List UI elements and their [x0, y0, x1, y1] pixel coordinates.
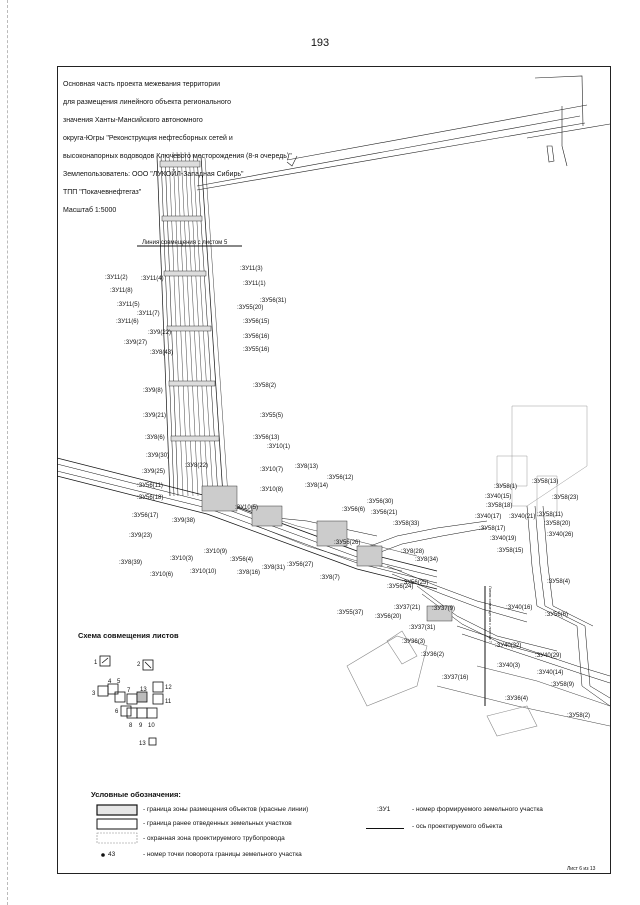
parcel-label: :ЗУ56(11): [137, 483, 163, 489]
parcel-label: :ЗУ11(2): [105, 275, 128, 281]
parcel-label: :ЗУ56(20): [375, 614, 402, 620]
parcel-label: :ЗУ11(8): [110, 288, 133, 294]
match-line-sheet-5-label: Линия совмещения с листом 5: [142, 240, 228, 246]
scheme-sheet-9: [137, 708, 147, 718]
parcel-label: :ЗУ56(15): [243, 319, 270, 325]
vertical-pipeline-corridor: [157, 152, 228, 496]
binding-margin-line: [7, 0, 8, 905]
legend-item: - номер формируемого земельного участка: [412, 806, 543, 813]
parcel-label: :ЗУ58(9): [551, 682, 575, 688]
parcel-label: :ЗУ10(3): [170, 556, 194, 562]
scheme-sheet-6: [121, 706, 131, 716]
parcel-label: :ЗУ8(39): [119, 560, 143, 566]
parcel-label: :ЗУ58(2): [567, 713, 591, 719]
parcel-label: :ЗУ56(17): [132, 513, 159, 519]
legend-item: - номер точки поворота границы земельного участка: [143, 851, 302, 858]
sheet-counter: Лист 6 из 13: [567, 866, 596, 872]
legend-title: Условные обозначения:: [91, 790, 181, 799]
scheme-number: 11: [165, 699, 172, 705]
scheme-sheet-12: [153, 682, 163, 692]
parcel-label: :ЗУ37(21): [394, 605, 421, 611]
parcel-label: :ЗУ37(31): [409, 625, 436, 631]
parcel-label: :ЗУ56(12): [327, 475, 354, 481]
title-line: Землепользователь: ООО "ЛУКОЙЛ-Западная Сибирь": [63, 171, 244, 178]
scheme-sheet-7: [127, 694, 137, 704]
turning-point-icon: [101, 853, 105, 857]
parcel-label: :ЗУ11(6): [116, 319, 139, 325]
parcel-label: :ЗУ8(6): [145, 435, 165, 441]
title-line: ТПП "Покачевнефтегаз": [63, 189, 142, 196]
parcel-label: :ЗУ40(14): [537, 670, 564, 676]
parcel-label: :ЗУ8(13): [295, 464, 319, 470]
parcel-label: :ЗУ56(25): [402, 580, 429, 586]
legend-item: - охранная зона проектируемого трубопровода: [143, 835, 285, 842]
sheet-scheme-title: Схема совмещения листов: [78, 631, 179, 640]
parcel-label: :ЗУ56(16): [243, 334, 270, 340]
parcel-label: :ЗУ10(1): [267, 444, 291, 450]
parcel-label: :ЗУ40(17): [475, 514, 502, 520]
scheme-number: 4: [108, 679, 112, 685]
legend-item: - ось проектируемого объекта: [412, 823, 503, 830]
parcel-label: :ЗУ10(9): [204, 549, 228, 555]
scheme-number: 10: [148, 723, 155, 729]
parcel-label: :ЗУ11(4): [141, 276, 164, 282]
legend-point-example: 43: [108, 851, 116, 858]
parcel-label: :ЗУ8(22): [185, 463, 209, 469]
title-line: Основная часть проекта межевания территории: [63, 81, 221, 88]
parcel-label: :ЗУ55(20): [237, 305, 264, 311]
parcel-label: :ЗУ9(21): [143, 413, 167, 419]
page-number: 193: [310, 37, 330, 49]
parcel-label: :ЗУ9(8): [143, 388, 163, 394]
scheme-sheet-4: [108, 684, 118, 694]
scheme-sheet-3: [98, 686, 108, 696]
parcel-label: :ЗУ55(37): [337, 610, 364, 616]
parcel-label: :ЗУ55(5): [260, 413, 284, 419]
parcel-label: :ЗУ56(31): [260, 298, 287, 304]
existing-parcel-swatch: [97, 819, 137, 829]
parcel-label: :ЗУ40(26): [547, 532, 574, 538]
scheme-number: 6: [115, 709, 119, 715]
parcel-label: :ЗУ8(16): [237, 570, 261, 576]
parcel-label: :ЗУ56(30): [367, 499, 394, 505]
parcel-label: :ЗУ36(3): [402, 639, 426, 645]
parcel-label: :ЗУ58(33): [393, 521, 420, 527]
parcel-label: :ЗУ11(1): [243, 281, 266, 287]
scheme-sheet-11: [153, 694, 163, 704]
parcel-label: :ЗУ56(13): [253, 435, 280, 441]
parcel-label: :ЗУ56(4): [230, 557, 254, 563]
parcel-label: :ЗУ11(7): [137, 311, 160, 317]
parcel-label: :ЗУ55(16): [243, 347, 270, 353]
legend-parcel-example: :ЗУ1: [377, 806, 391, 813]
scheme-number: 1: [94, 660, 98, 666]
legend-item: - граница ранее отведенных земельных участков: [143, 820, 292, 827]
scheme-number: 8: [129, 723, 133, 729]
scheme-sheet-13: [137, 692, 147, 702]
parcel-label: :ЗУ40(29): [535, 653, 562, 659]
parcel-label: :ЗУ11(3): [240, 266, 263, 272]
protection-zone-swatch: [97, 833, 137, 843]
parcel-label: :ЗУ56(21): [371, 510, 398, 516]
scheme-number: 13: [140, 687, 147, 693]
parcel-label: :ЗУ58(17): [479, 526, 506, 532]
cadastral-map: [57, 66, 611, 874]
parcel-label: :ЗУ10(8): [260, 487, 284, 493]
legend-symbols: [95, 803, 145, 863]
parcel-label: :ЗУ58(20): [544, 521, 571, 527]
northeast-road: [197, 76, 610, 190]
parcel-label: :ЗУ58(4): [547, 579, 571, 585]
scheme-number: 9: [139, 723, 143, 729]
parcel-label: :ЗУ58(13): [532, 479, 559, 485]
parcel-label: :ЗУ36(2): [421, 652, 445, 658]
match-line-sheet-7-label: Линия совмещения с листом 7: [488, 586, 493, 643]
parcel-label: :ЗУ9(27): [124, 340, 148, 346]
scale-label: Масштаб 1:5000: [63, 207, 117, 214]
scheme-number: 5: [117, 679, 121, 685]
axis-line-swatch: [366, 828, 404, 829]
parcel-label: :ЗУ9(22): [148, 330, 172, 336]
parcel-label: :ЗУ9(25): [142, 469, 166, 475]
legend-item: - граница зоны размещения объектов (красные линии): [143, 806, 309, 813]
scheme-number: 7: [127, 688, 131, 694]
parcel-label: :ЗУ8(43): [150, 350, 174, 356]
red-line-swatch: [97, 805, 137, 815]
parcel-label: :ЗУ40(32): [495, 643, 522, 649]
parcel-label: :ЗУ36(4): [505, 696, 529, 702]
title-line: округа-Югры "Реконструкция нефтесборных сетей и: [63, 135, 233, 142]
parcel-label: :ЗУ11(5): [117, 302, 140, 308]
parcel-label: :ЗУ40(19): [490, 536, 517, 542]
parcel-label: :ЗУ10(10): [190, 569, 217, 575]
parcel-label: :ЗУ8(7): [320, 575, 340, 581]
parcel-label: :ЗУ58(18): [486, 503, 513, 509]
parcel-label: :ЗУ58(11): [537, 512, 563, 518]
parcel-label: :ЗУ40(15): [485, 494, 512, 500]
parcel-label: :ЗУ56(24): [387, 584, 414, 590]
scheme-number: 2: [137, 662, 141, 668]
title-line: для размещения линейного объекта регионального: [63, 99, 231, 106]
parcel-label: :ЗУ40(3): [497, 663, 521, 669]
parcel-label: :ЗУ58(15): [497, 548, 524, 554]
parcel-label: :ЗУ10(7): [260, 467, 284, 473]
parcel-label: :ЗУ56(6): [545, 612, 569, 618]
parcel-label: :ЗУ8(14): [305, 483, 329, 489]
scheme-sheet-numbers: [92, 660, 172, 747]
scheme-sheet-10: [147, 708, 157, 718]
sheet-layout-scheme: [98, 656, 163, 745]
parcel-label: :ЗУ56(27): [287, 562, 314, 568]
scheme-number: 12: [165, 685, 172, 691]
title-line: высоконапорных водоводов Ключевого месторождения (8-я очередь)": [63, 153, 292, 160]
parcel-label: :ЗУ10(6): [150, 572, 174, 578]
parcel-label: :ЗУ56(6): [342, 507, 366, 513]
parcel-label: :ЗУ9(30): [146, 453, 170, 459]
parcel-label: :ЗУ8(31): [262, 565, 286, 571]
scheme-number: 3: [92, 691, 96, 697]
parcel-label: :ЗУ40(16): [506, 605, 533, 611]
parcel-label: :ЗУ58(2): [253, 383, 277, 389]
parcel-label: :ЗУ9(23): [129, 533, 153, 539]
parcel-label: :ЗУ37(9): [432, 606, 456, 612]
parcel-label: :ЗУ9(38): [172, 518, 196, 524]
parcel-label: :ЗУ10(5): [235, 505, 259, 511]
scheme-sheet-13-inset: [149, 738, 156, 745]
parcel-label: :ЗУ40(21): [509, 514, 536, 520]
parcel-label: :ЗУ56(18): [137, 495, 164, 501]
title-line: значения Ханты-Мансийского автономного: [63, 117, 203, 124]
parcel-label: :ЗУ58(23): [552, 495, 579, 501]
scheme-number: 13: [139, 741, 146, 747]
parcel-label: :ЗУ37(16): [442, 675, 469, 681]
scheme-sheet-8: [127, 708, 137, 718]
parcel-label: :ЗУ56(26): [334, 540, 361, 546]
scheme-sheet-5: [115, 692, 125, 702]
parcel-label: :ЗУ8(34): [415, 557, 439, 563]
parcel-label: :ЗУ8(28): [401, 549, 425, 555]
parcel-label: :ЗУ58(1): [494, 484, 518, 490]
